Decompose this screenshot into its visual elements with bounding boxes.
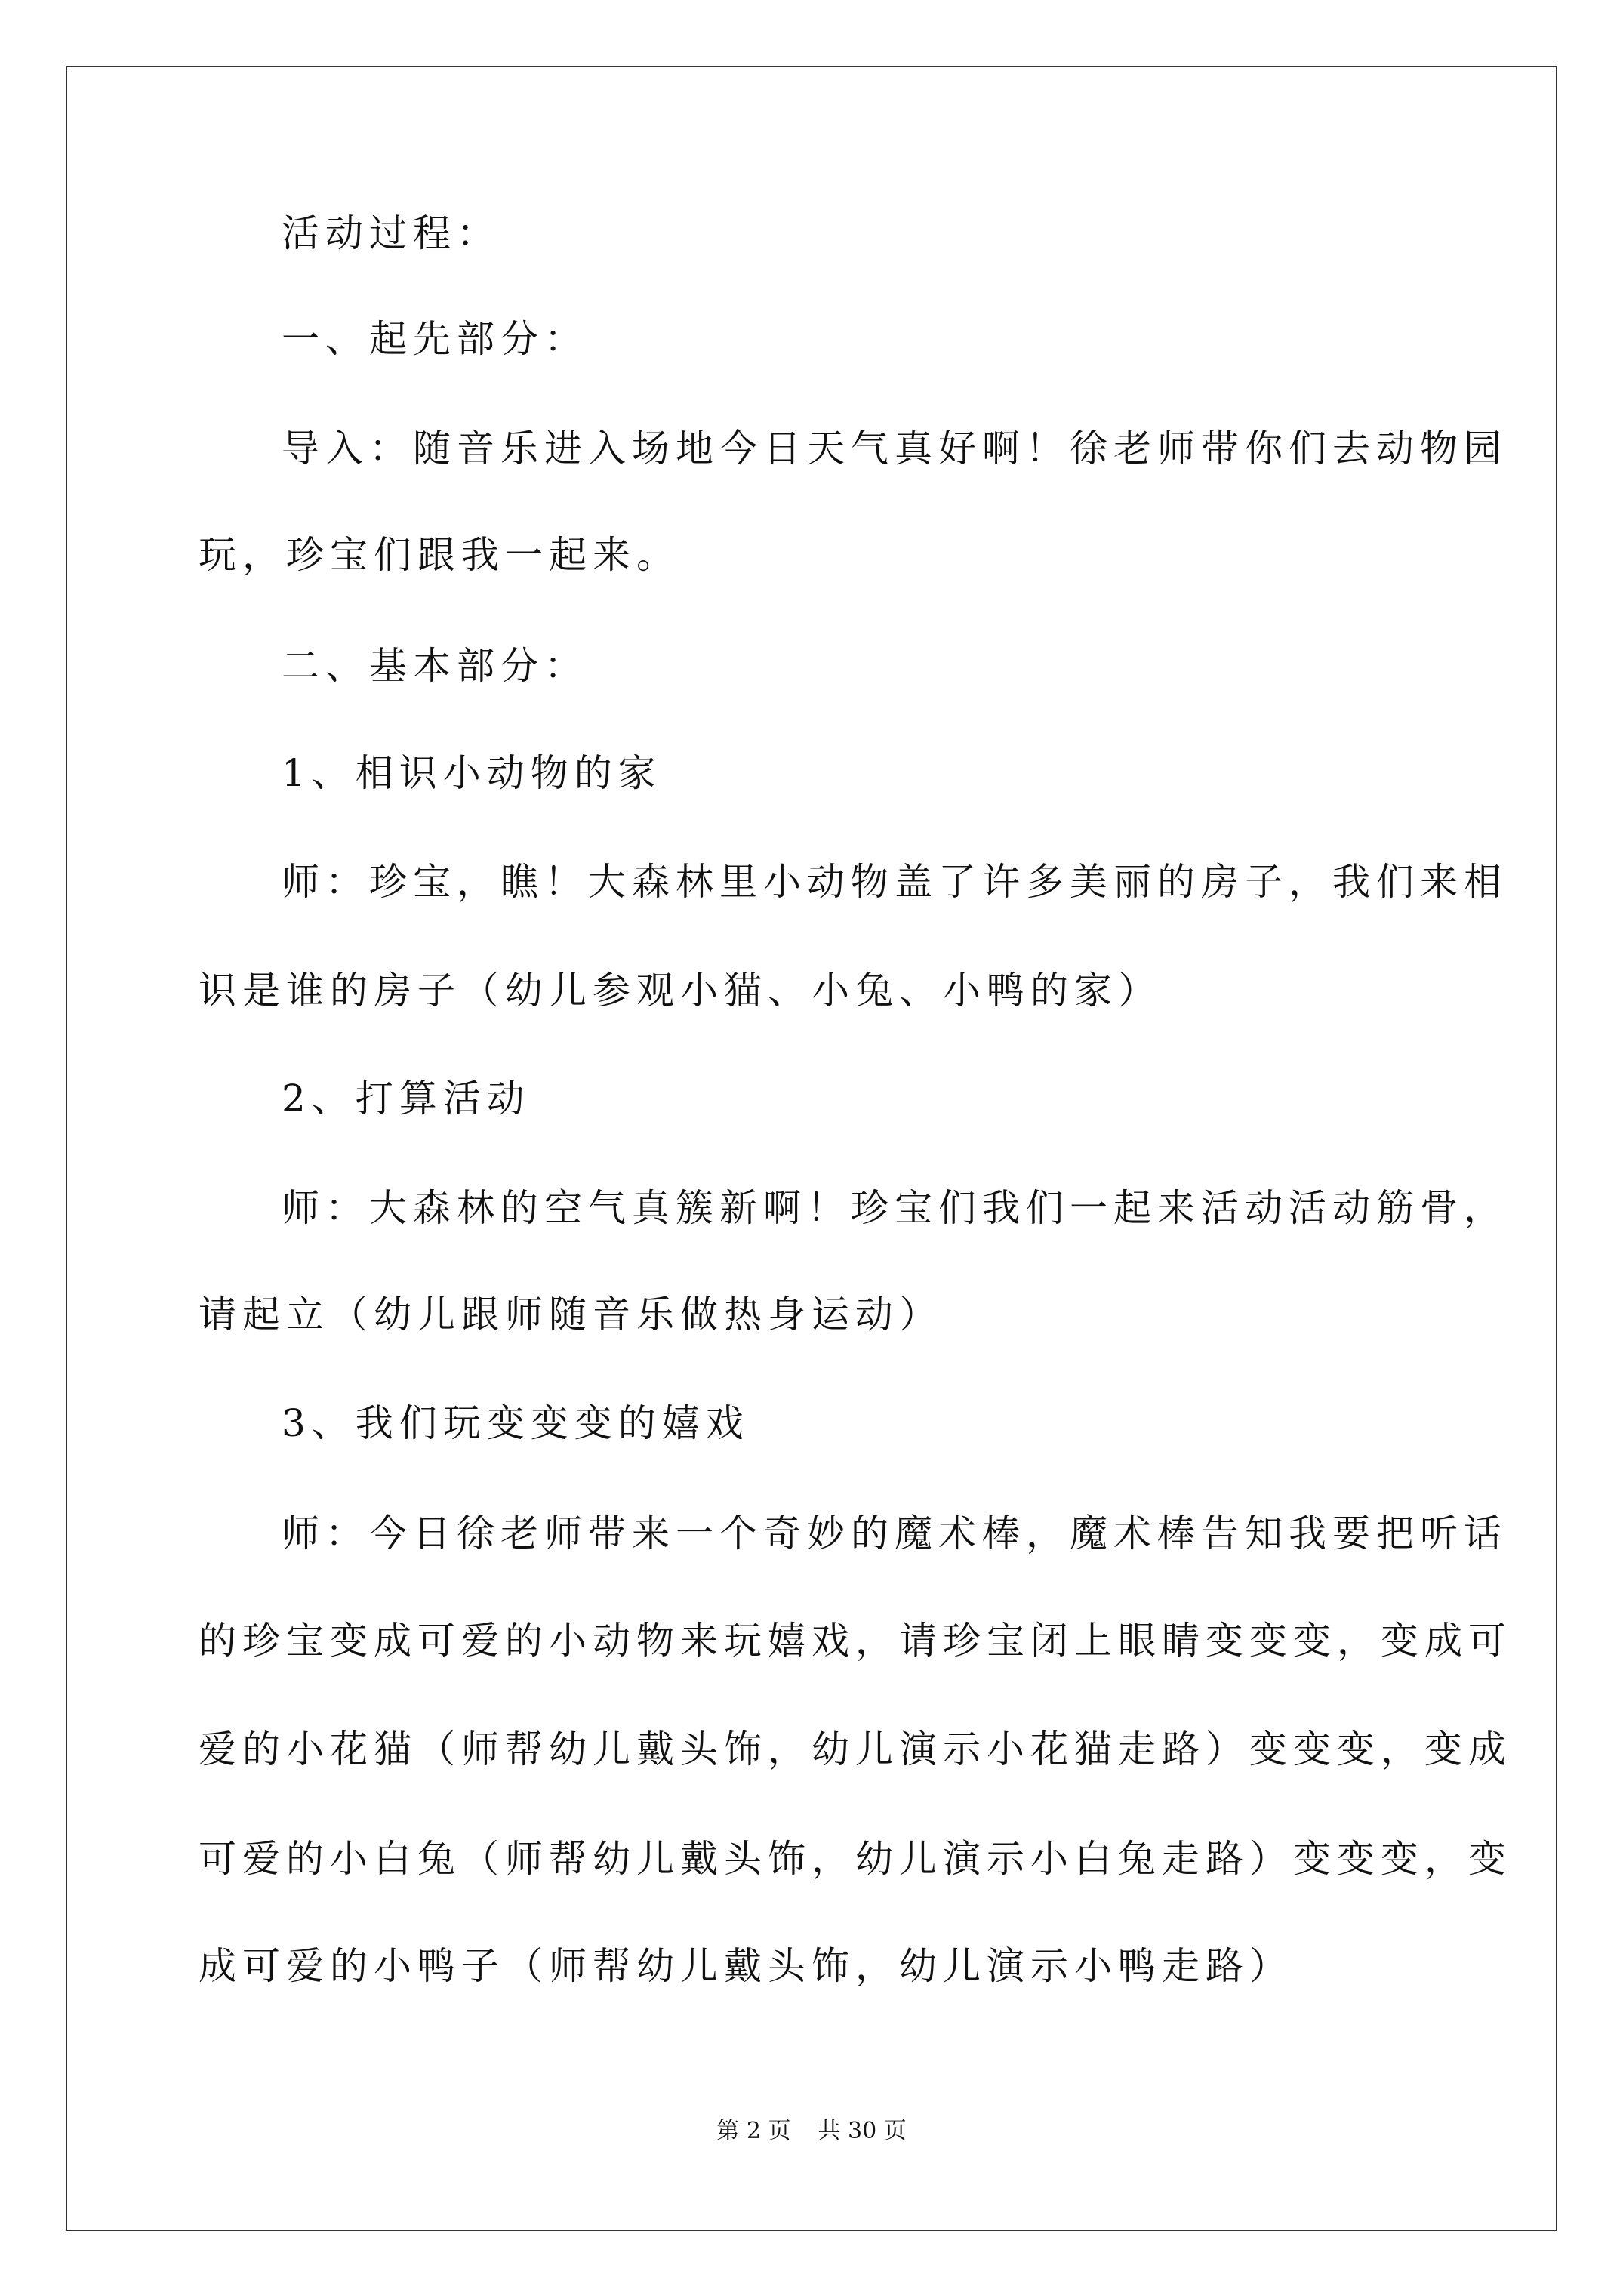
- paragraph-line: 师：珍宝，瞧！大森林里小动物盖了许多美丽的房子，我们来相: [282, 860, 1508, 904]
- paragraph-line: 师：大森林的空气真簇新啊！珍宝们我们一起来活动活动筋骨，: [282, 1186, 1508, 1230]
- page-footer: [0, 2116, 1623, 2147]
- paragraph-line: 导入：随音乐进入场地今日天气真好啊！徐老师带你们去动物园: [282, 427, 1508, 470]
- paragraph-line: 玩，珍宝们跟我一起来。: [199, 533, 680, 577]
- paragraph-line: 2、打算活动: [282, 1077, 531, 1120]
- paragraph-line: 师：今日徐老师带来一个奇妙的魔术棒，魔术棒告知我要把听话: [282, 1512, 1508, 1555]
- page-number: 第 2 页: [716, 2118, 791, 2144]
- paragraph-line: 成可爱的小鸭子（师帮幼儿戴头饰，幼儿演示小鸭走路）: [199, 1944, 1293, 1988]
- paragraph-line: 的珍宝变成可爱的小动物来玩嬉戏，请珍宝闭上眼睛变变变，变成可: [199, 1619, 1512, 1663]
- paragraph-line: 爱的小花猫（师帮幼儿戴头饰，幼儿演示小花猫走路）变变变，变成: [199, 1727, 1512, 1771]
- page-total: 共 30 页: [818, 2118, 907, 2144]
- paragraph-line: 1、相识小动物的家: [282, 751, 662, 795]
- paragraph-line: 活动过程：: [282, 211, 500, 255]
- paragraph-line: 二、基本部分：: [282, 644, 588, 688]
- paragraph-line: 3、我们玩变变变的嬉戏: [282, 1401, 750, 1445]
- page-border: [66, 66, 1557, 2231]
- paragraph-line: 一、起先部分：: [282, 317, 588, 361]
- paragraph-line: 请起立（幼儿跟师随音乐做热身运动）: [199, 1293, 943, 1336]
- paragraph-line: 识是谁的房子（幼儿参观小猫、小兔、小鸭的家）: [199, 969, 1162, 1012]
- paragraph-line: 可爱的小白兔（师帮幼儿戴头饰，幼儿演示小白兔走路）变变变，变: [199, 1837, 1512, 1881]
